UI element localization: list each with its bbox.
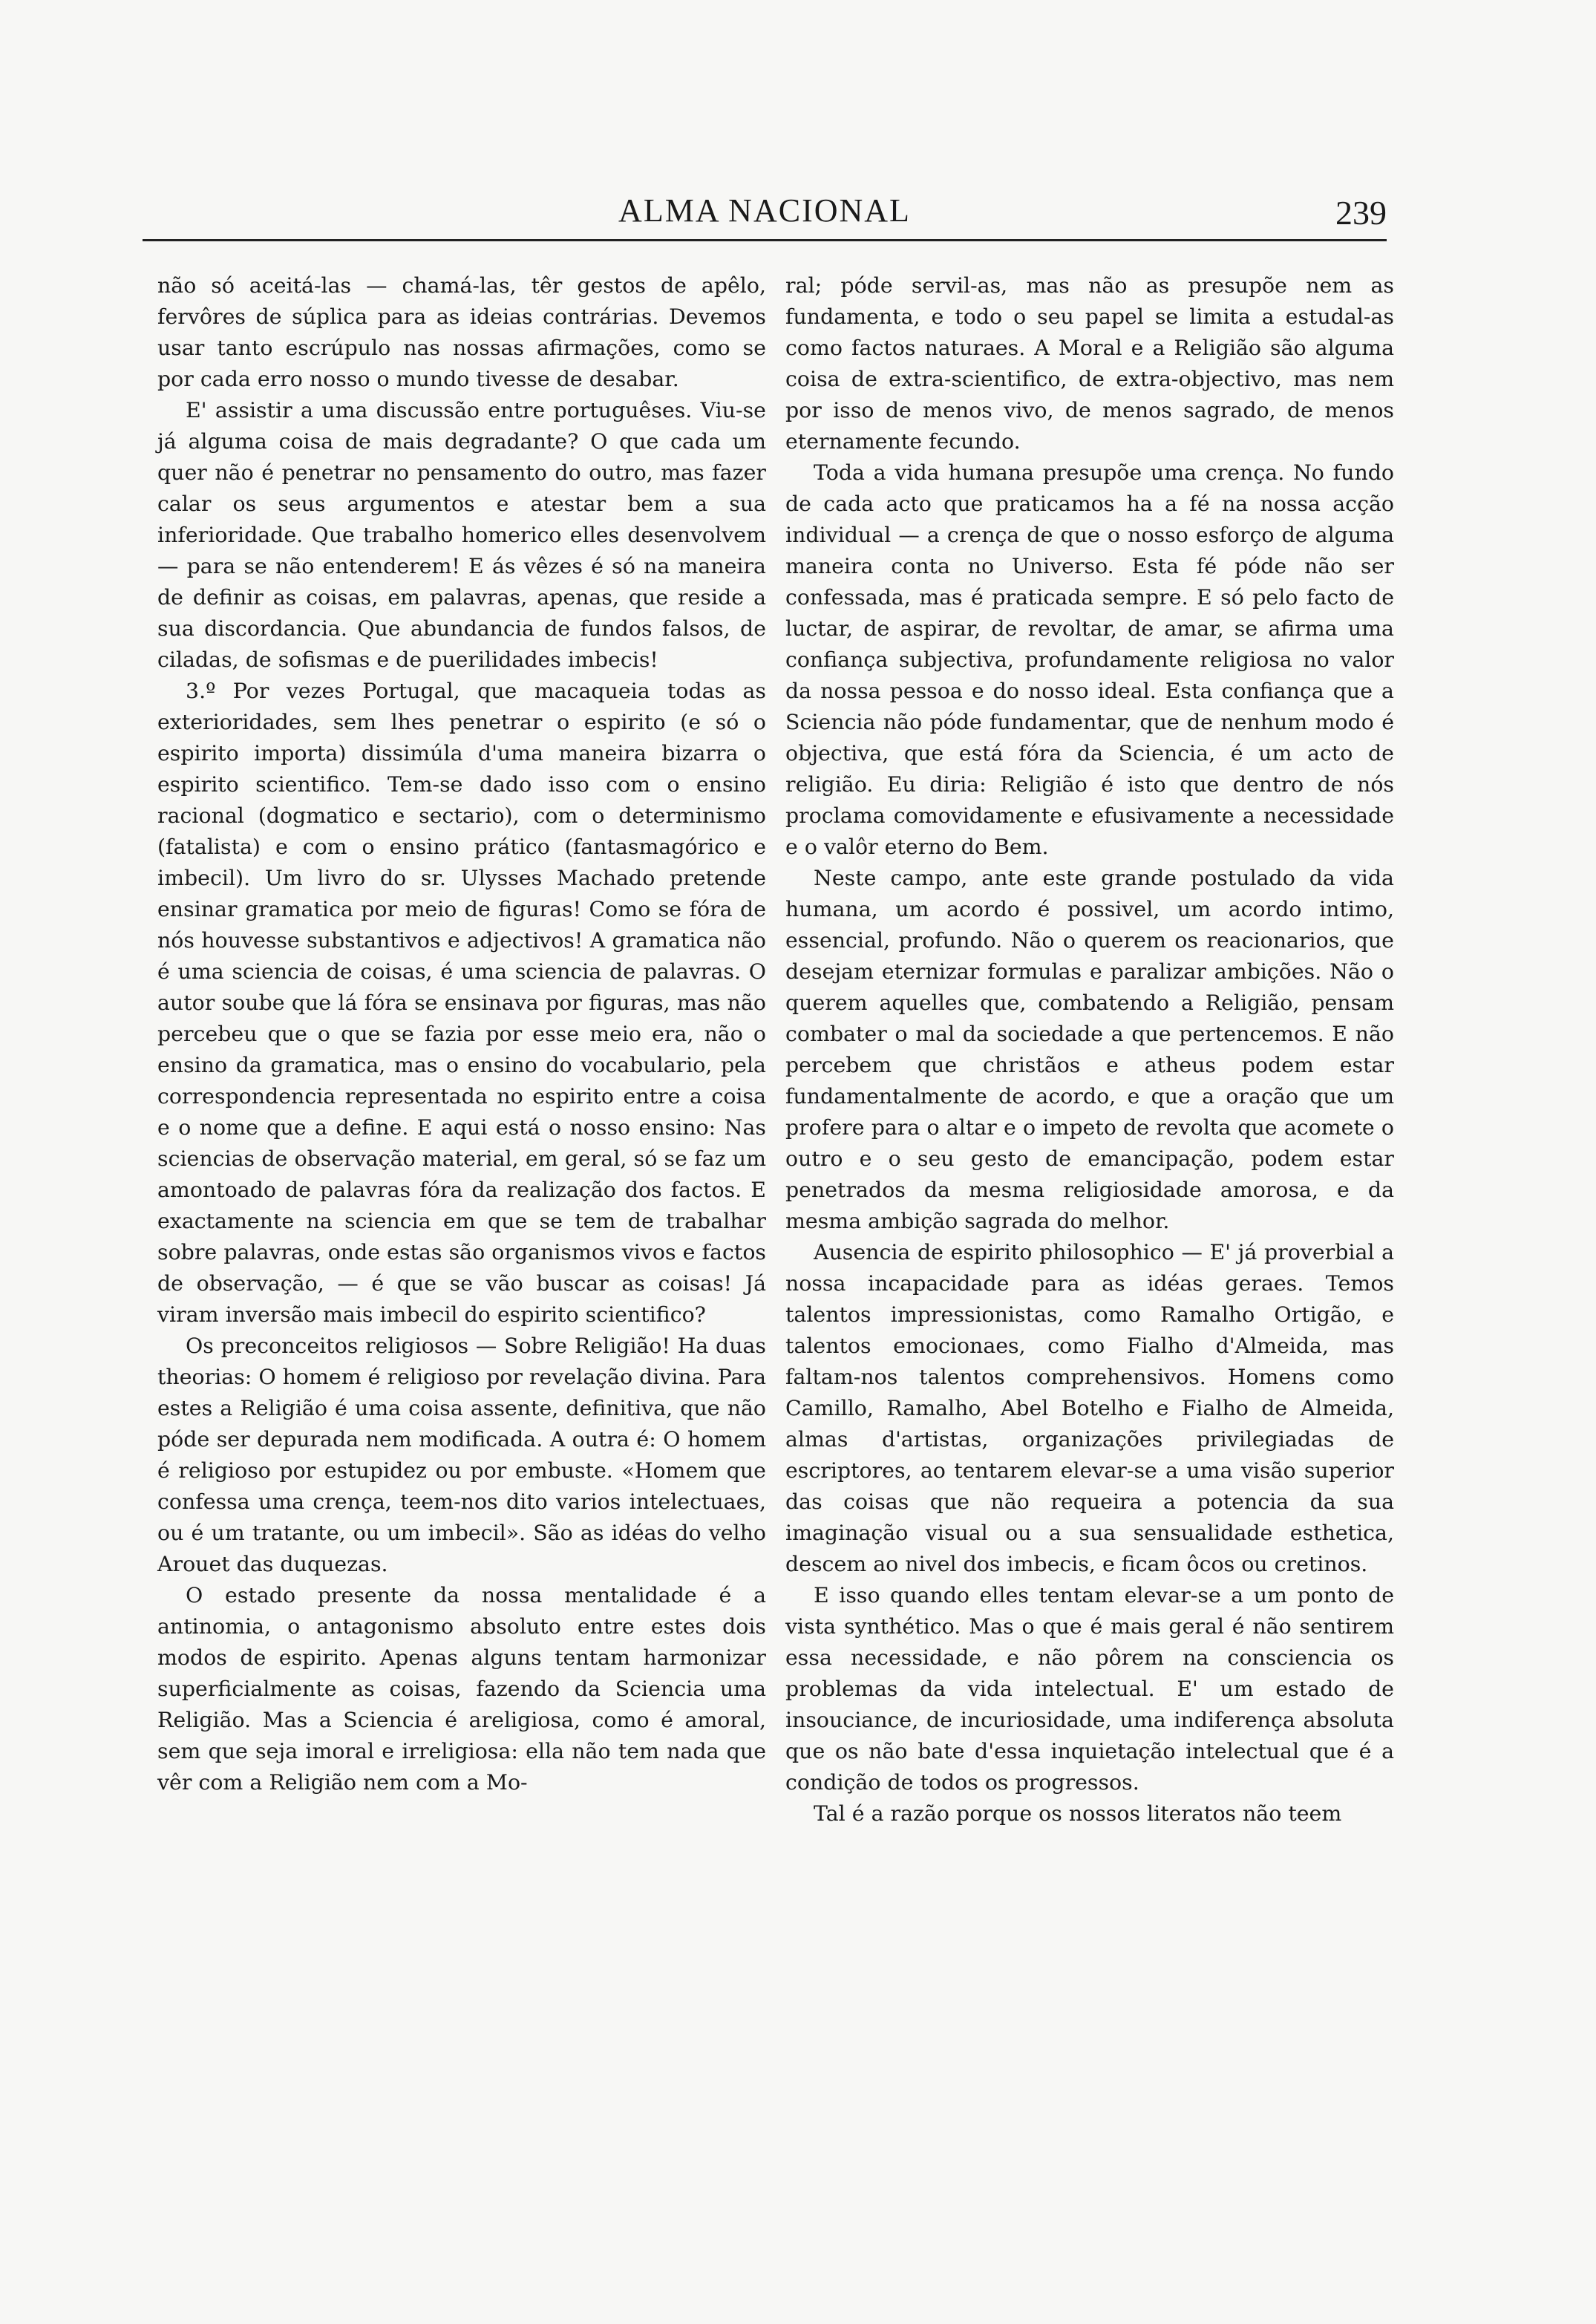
paragraph: E isso quando elles tentam elevar-se a um ponto de vista synthético. Mas o que é mais geral é não sentirem essa necessidade, e não pôrem na consciencia os problemas da vida intelectual. E' um estado de insouciance, de incuriosidade, uma indiferença absoluta que os não bate d'essa inquietação intelectual que é a condição de todos os progressos. [785,1583,1394,1795]
paragraph: Tal é a razão porque os nossos literatos não teem [814,1801,1342,1826]
paragraph: Neste campo, ante este grande postulado da vida humana, um acordo é possivel, um acordo intimo, essencial, profundo. Não o querem os reacionarios, que desejam eternizar formulas e paralizar ambições. Não o querem aquelles que, combatendo a Religião, pensam combater o mal da sociedade a que pertencemos. E não percebem que christãos e atheus podem estar fundamentalmente de acordo, e que a oração que um profere para o altar e o impeto de revolta que acomete o outro e o seu gesto de emancipação, podem estar penetrados da mesma religiosidade amorosa, e da mesma ambição sagrada do melhor. [785,866,1394,1233]
paragraph: E' assistir a uma discussão entre portuguêses. Viu-se já alguma coisa de mais degradante? O que cada um quer não é penetrar no pensamento do outro, mas fazer calar os seus argumentos e atestar bem a sua inferioridade. Que trabalho homerico elles desenvolvem — para se não entenderem! E ás vêzes é só na maneira de definir as coisas, em palavras, apenas, que reside a sua discordancia. Que abundancia de fundos falsos, de ciladas, de sofismas e de puerilidades imbecis! [157,398,766,672]
left-column [157,270,766,1798]
running-title: ALMA NACIONAL [618,192,911,229]
paragraph: ral; póde servil-as, mas não as presupõe nem as fundamenta, e todo o seu papel se limita a estudal-as como factos naturaes. A Moral e a Religião são alguma coisa de extra-scientifico, de extra-objectivo, mas nem por isso de menos vivo, de menos sagrado, de menos eternamente fecundo. [785,273,1394,454]
right-column [785,270,1394,1830]
paragraph: 3.º Por vezes Portugal, que macaqueia todas as exterioridades, sem lhes penetrar o espirito (e só o espirito importa) dissimúla d'uma maneira bizarra o espirito scientifico. Tem-se dado isso com o ensino racional (dogmatico e sectario), com o determinismo (fatalista) e com o ensino prático (fantasmagórico e imbecil). Um livro do sr. Ulysses Machado pretende ensinar gramatica por meio de figuras! Como se fóra de nós houvesse substantivos e adjectivos! A gramatica não é uma sciencia de coisas, é uma sciencia de palavras. O autor soube que lá fóra se ensinava por figuras, mas não percebeu que o que se fazia por esse meio era, não o ensino da gramatica, mas o ensino do vocabulario, pela correspondencia representada no espirito entre a coisa e o nome que a define. E aqui está o nosso ensino: Nas sciencias de observação material, em geral, só se faz um amontoado de palavras fóra da realização dos factos. E exactamente na sciencia em que se tem de trabalhar sobre palavras, onde estas são organismos vivos e factos de observação, — é que se vão buscar as coisas! Já viram inversão mais imbecil do espirito scientifico? [157,679,766,1327]
page-header [143,192,1387,244]
header-rule [143,239,1387,241]
paragraph: Ausencia de espirito philosophico — E' já proverbial a nossa incapacidade para as idéas geraes. Temos talentos impressionistas, como Ramalho Ortigão, e talentos emocionaes, como Fialho d'Almeida, mas faltam-nos talentos comprehensivos. Homens como Camillo, Ramalho, Abel Botelho e Fialho de Almeida, almas d'artistas, organizações privilegiadas de escriptores, ao tentarem elevar-se a uma visão superior das coisas que não requeira a potencia da sua imaginação visual ou a sua sensualidade esthetica, descem ao nivel dos imbecis, e ficam ôcos ou cretinos. [785,1240,1394,1576]
paragraph: O estado presente da nossa mentalidade é a antinomia, o antagonismo absoluto entre estes dois modos de espirito. Apenas alguns tentam harmonizar superficialmente as coisas, fazendo da Sciencia uma Religião. Mas a Sciencia é areligiosa, como é amoral, sem que seja imoral e irreligiosa: ella não tem nada que vêr com a Religião nem com a Mo- [157,1583,766,1795]
paragraph: Toda a vida humana presupõe uma crença. No fundo de cada acto que praticamos ha a fé na nossa acção individual — a crença de que o nosso esforço de alguma maneira conta no Universo. Esta fé póde não ser confessada, mas é praticada sempre. E só pelo facto de luctar, de aspirar, de revoltar, de amar, se afirma uma confiança subjectiva, profundamente religiosa no valor da nossa pessoa e do nosso ideal. Esta confiança que a Sciencia não póde fundamentar, que de nenhum modo é objectiva, que está fóra da Sciencia, é um acto de religião. Eu diria: Religião é isto que dentro de nós proclama comovidamente e efusivamente a necessidade e o valôr eterno do Bem. [785,460,1394,859]
page-number: 239 [1335,194,1387,232]
paragraph: Os preconceitos religiosos — Sobre Religião! Ha duas theorias: O homem é religioso por revelação divina. Para estes a Religião é uma coisa assente, definitiva, que não póde ser depurada nem modificada. A outra é: O homem é religioso por estupidez ou por embuste. «Homem que confessa uma crença, teem-nos dito varios intelectuaes, ou é um tratante, ou um imbecil». São as idéas do velho Arouet das duquezas. [157,1334,766,1576]
paragraph: não só aceitá-las — chamá-las, têr gestos de apêlo, fervôres de súplica para as ideias contrárias. Devemos usar tanto escrúpulo nas nossas afirmações, como se por cada erro nosso o mundo tivesse de desabar. [157,273,766,391]
